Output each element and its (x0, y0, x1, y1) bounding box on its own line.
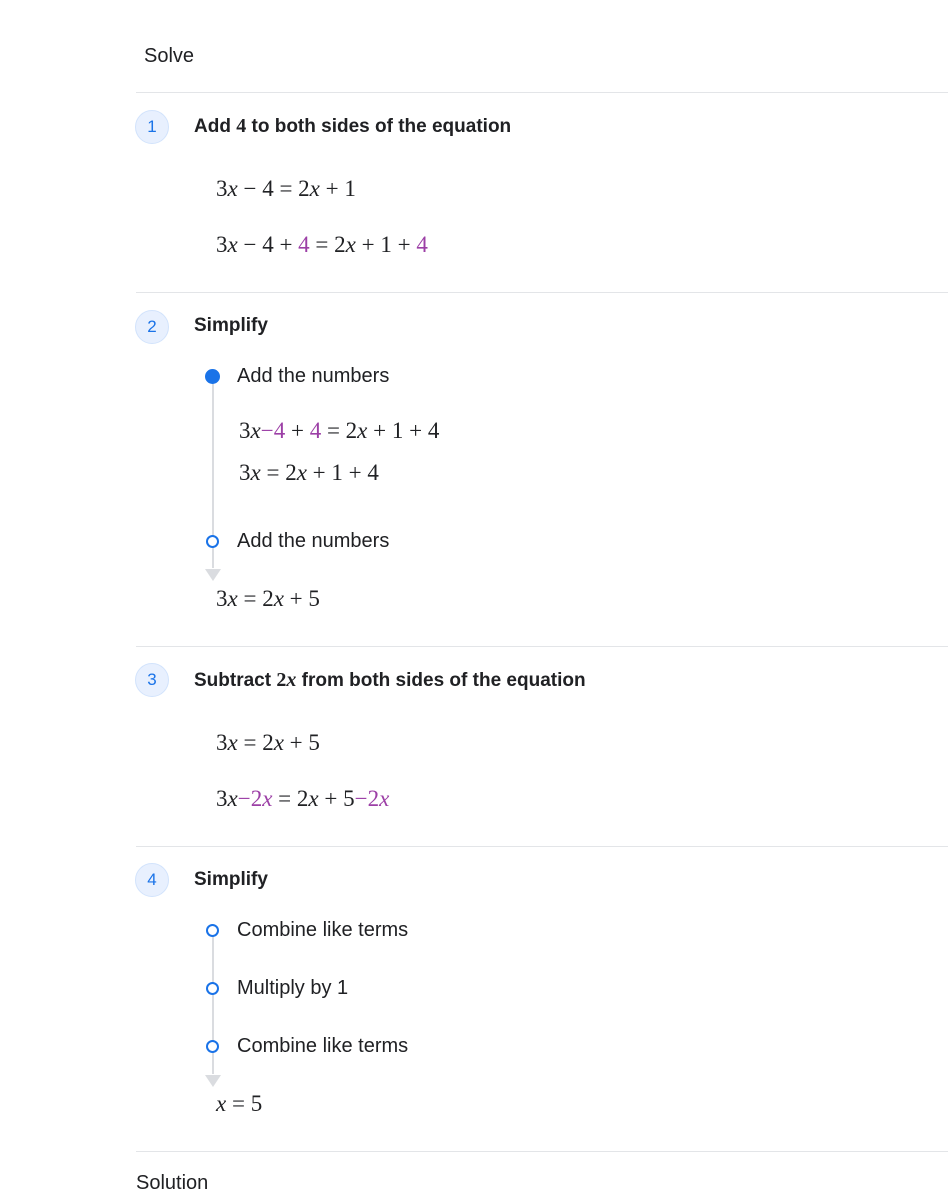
substep-label[interactable]: Add the numbers (237, 365, 390, 387)
collapsed-substep-dot-icon[interactable] (206, 982, 219, 995)
collapsed-substep-dot-icon[interactable] (206, 1040, 219, 1053)
substep-label[interactable]: Combine like terms (237, 1035, 409, 1057)
arrow-down-icon (205, 1075, 221, 1087)
step-title-text: to both sides of the equation (246, 116, 512, 137)
step-result-equation: x = 5 (216, 1091, 263, 1116)
collapsed-substep-dot-icon[interactable] (206, 924, 219, 937)
substep-equation-line: 3x−4 + 4 = 2x + 1 + 4 (239, 418, 440, 443)
step-title-math: 4 (236, 115, 247, 137)
substep-label[interactable]: Combine like terms (237, 919, 409, 941)
equation-line: 3x−2x = 2x + 5−2x (216, 786, 390, 811)
step-number-badge[interactable]: 4 (135, 863, 169, 897)
step-number-badge[interactable]: 3 (135, 663, 169, 697)
step-title-math: 2x (276, 669, 297, 691)
collapsed-substep-dot-icon[interactable] (206, 535, 219, 548)
step-3-title[interactable] (194, 669, 586, 692)
divider (136, 292, 948, 293)
step-4-title[interactable]: Simplify (194, 869, 268, 890)
substep-equation-line: 3x = 2x + 1 + 4 (239, 460, 379, 485)
arrow-down-icon (205, 569, 221, 581)
divider (136, 92, 948, 93)
step-number-badge[interactable]: 1 (135, 110, 169, 144)
step-title-text: Subtract (194, 670, 277, 691)
equation-line: 3x − 4 = 2x + 1 (216, 176, 356, 201)
substep-label[interactable]: Add the numbers (237, 530, 390, 552)
step-title-text: Add (194, 116, 237, 137)
step-number-badge[interactable]: 2 (135, 310, 169, 344)
equation-line: 3x = 2x + 5 (216, 730, 320, 755)
divider (136, 846, 948, 847)
divider (136, 646, 948, 647)
expanded-substep-dot-icon[interactable] (205, 369, 220, 384)
divider (136, 1151, 948, 1152)
step-1-title[interactable] (194, 115, 511, 138)
solution-heading: Solution (136, 1172, 209, 1194)
step-2-title[interactable]: Simplify (194, 315, 268, 336)
equation-line: 3x − 4 + 4 = 2x + 1 + 4 (216, 232, 428, 257)
step-title-text: from both sides of the equation (296, 670, 586, 691)
step-result-equation: 3x = 2x + 5 (216, 586, 320, 611)
solve-heading: Solve (144, 45, 195, 67)
substep-label[interactable]: Multiply by 1 (237, 977, 349, 999)
